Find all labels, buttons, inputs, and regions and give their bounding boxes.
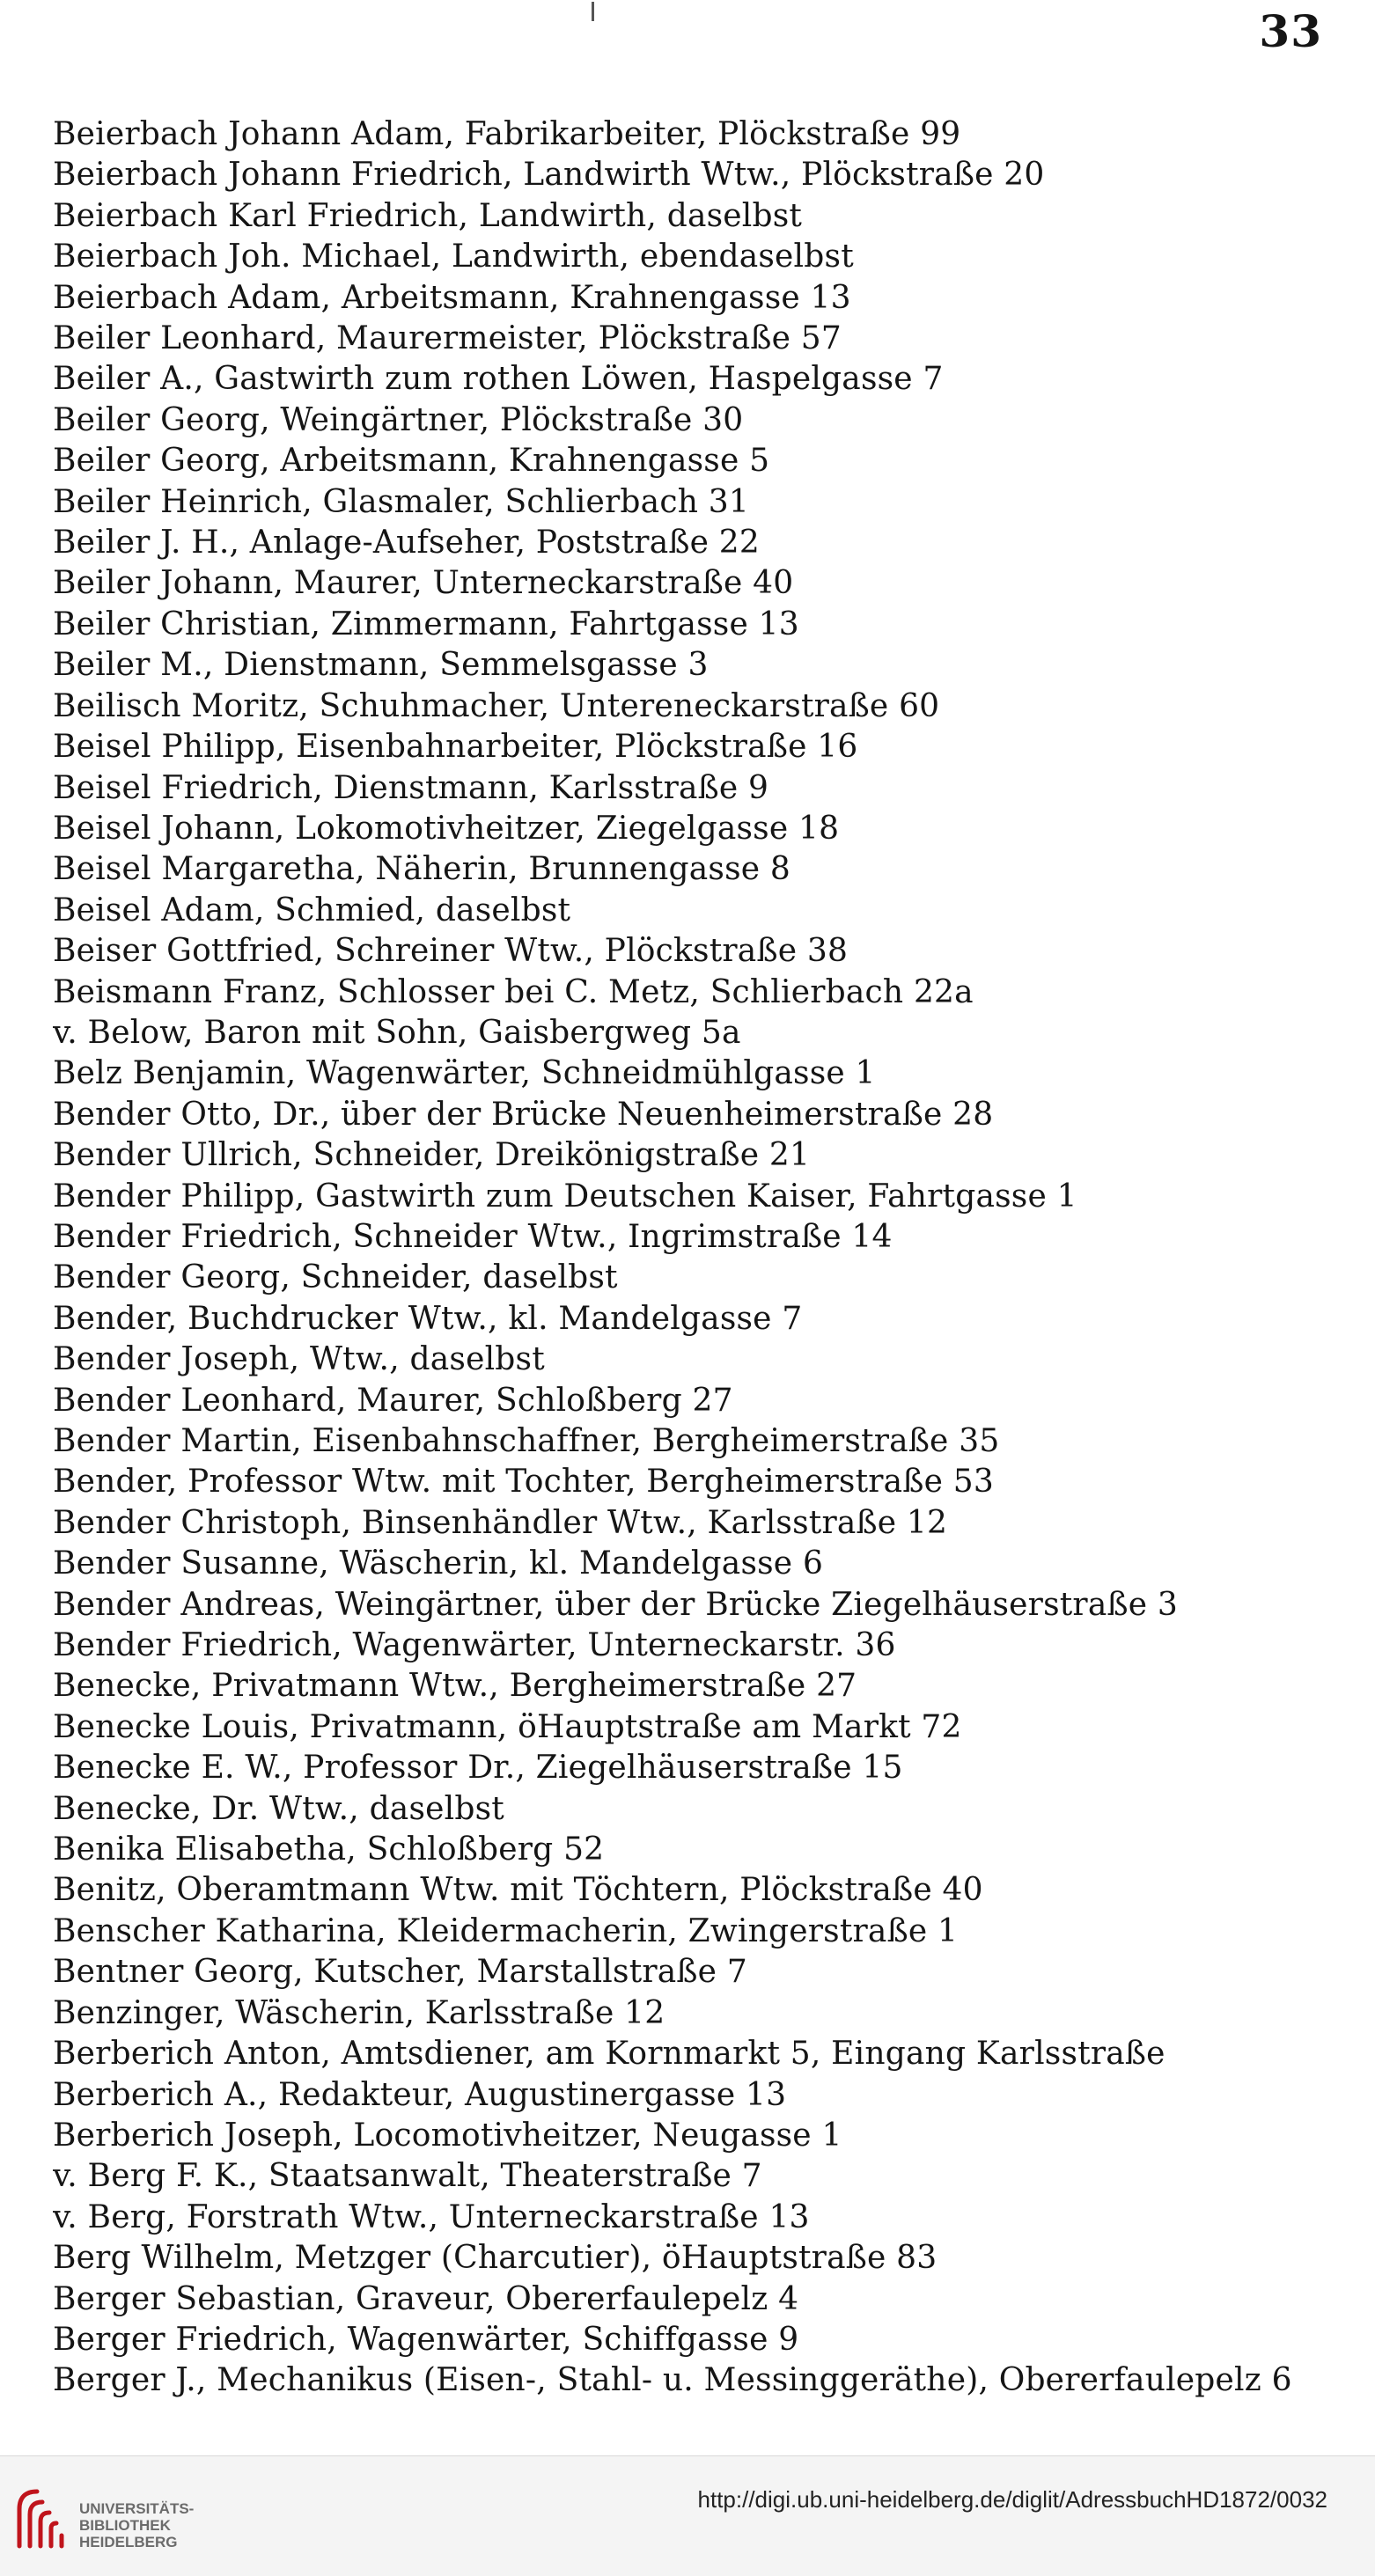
logo-line: HEIDELBERG (79, 2534, 178, 2550)
address-entry: Benecke Louis, Privatmann, öHauptstraße am Markt 72 (53, 1708, 962, 1745)
address-entry: Bender Martin, Eisenbahnschaffner, Bergheimerstraße 35 (53, 1423, 1000, 1459)
address-entry: Beierbach Adam, Arbeitsmann, Krahnengasse 13 (53, 279, 851, 316)
address-entry: Bender Leonhard, Maurer, Schloßberg 27 (53, 1382, 733, 1419)
address-entry: Beierbach Karl Friedrich, Landwirth, daselbst (53, 197, 803, 234)
address-entry: Beiler Georg, Arbeitsmann, Krahnengasse 5 (53, 443, 770, 480)
address-entry: Benitz, Oberamtmann Wtw. mit Töchtern, Plöckstraße 40 (53, 1872, 983, 1909)
address-entry: Beiler Johann, Maurer, Unterneckarstraße 40 (53, 565, 794, 602)
print-speck (592, 2, 594, 21)
address-entry: Berger Sebastian, Graveur, Obererfaulepelz 4 (53, 2280, 799, 2317)
address-entry: Berger J., Mechanikus (Eisen-, Stahl- u. Messinggeräthe), Obererfaulepelz 6 (53, 2362, 1292, 2399)
address-entry: Beiler J. H., Anlage-Aufseher, Poststraße 22 (53, 525, 760, 561)
address-entry: Berger Friedrich, Wagenwärter, Schiffgasse 9 (53, 2321, 799, 2358)
address-entry: Berg Wilhelm, Metzger (Charcutier), öHauptstraße 83 (53, 2240, 938, 2277)
address-entry: Bender, Buchdrucker Wtw., kl. Mandelgasse 7 (53, 1300, 803, 1337)
address-entry: Beiler A., Gastwirth zum rothen Löwen, Haspelgasse 7 (53, 361, 944, 398)
footer-bar (0, 2455, 1375, 2576)
source-url-link[interactable]: http://digi.ub.uni-heidelberg.de/diglit/AdressbuchHD1872/0032 (697, 2486, 1327, 2513)
address-entry-list (53, 114, 1338, 2402)
address-entry: Beisel Margaretha, Näherin, Brunnengasse 8 (53, 851, 791, 888)
address-entry: Beiler Georg, Weingärtner, Plöckstraße 30 (53, 401, 744, 438)
address-entry: Belz Benjamin, Wagenwärter, Schneidmühlgasse 1 (53, 1055, 876, 1092)
address-entry: Bender Georg, Schneider, daselbst (53, 1259, 618, 1296)
address-entry: Bender Christoph, Binsenhändler Wtw., Karlsstraße 12 (53, 1504, 948, 1541)
address-entry: Benscher Katharina, Kleidermacherin, Zwingerstraße 1 (53, 1912, 959, 1949)
address-entry: Bentner Georg, Kutscher, Marstallstraße 7 (53, 1954, 747, 1991)
address-entry: Beierbach Johann Adam, Fabrikarbeiter, Plöckstraße 99 (53, 116, 961, 152)
address-entry: Benecke E. W., Professor Dr., Ziegelhäuserstraße 15 (53, 1750, 903, 1787)
address-entry: Beiler Leonhard, Maurermeister, Plöckstraße 57 (53, 320, 842, 357)
address-entry: Beisel Friedrich, Dienstmann, Karlsstraße 9 (53, 769, 769, 806)
address-entry: v. Berg, Forstrath Wtw., Unterneckarstraße 13 (53, 2198, 810, 2235)
address-entry: Berberich A., Redakteur, Augustinergasse 13 (53, 2076, 787, 2113)
address-entry: Bender Susanne, Wäscherin, kl. Mandelgasse 6 (53, 1545, 824, 1582)
university-library-logo-icon (12, 2483, 74, 2553)
logo-line: BIBLIOTHEK (79, 2517, 171, 2534)
address-entry: Benecke, Dr. Wtw., daselbst (53, 1790, 504, 1827)
address-entry: Berberich Joseph, Locomotivheitzer, Neugasse 1 (53, 2117, 842, 2154)
address-entry: Bender Otto, Dr., über der Brücke Neuenheimerstraße 28 (53, 1096, 994, 1133)
address-entry: Benika Elisabetha, Schloßberg 52 (53, 1831, 605, 1868)
address-entry: Benzinger, Wäscherin, Karlsstraße 12 (53, 1994, 665, 2031)
address-entry: Bender Philipp, Gastwirth zum Deutschen Kaiser, Fahrtgasse 1 (53, 1178, 1077, 1215)
address-entry: Beiler Heinrich, Glasmaler, Schlierbach 31 (53, 483, 749, 520)
address-entry: Beisel Johann, Lokomotivheitzer, Ziegelgasse 18 (53, 810, 840, 847)
address-entry: Bender Ullrich, Schneider, Dreikönigstraße 21 (53, 1137, 811, 1174)
address-entry: Beilisch Moritz, Schuhmacher, Untereneckarstraße 60 (53, 687, 940, 724)
address-entry: v. Berg F. K., Staatsanwalt, Theaterstraße 7 (53, 2158, 762, 2195)
page-number: 33 (1259, 5, 1322, 57)
address-entry: Bender Friedrich, Wagenwärter, Unterneckarstr. 36 (53, 1627, 896, 1664)
address-entry: Bender Andreas, Weingärtner, über der Brücke Ziegelhäuserstraße 3 (53, 1586, 1178, 1623)
address-entry: v. Below, Baron mit Sohn, Gaisbergweg 5a (53, 1014, 741, 1051)
address-entry: Beisel Adam, Schmied, daselbst (53, 892, 571, 928)
address-entry: Beiser Gottfried, Schreiner Wtw., Plöckstraße 38 (53, 933, 849, 970)
logo-wordmark (79, 2500, 194, 2550)
logo-line: UNIVERSITÄTS- (79, 2500, 195, 2517)
address-entry: Beiler M., Dienstmann, Semmelsgasse 3 (53, 647, 709, 684)
address-entry: Beierbach Johann Friedrich, Landwirth Wtw., Plöckstraße 20 (53, 157, 1045, 194)
address-entry: Bender, Professor Wtw. mit Tochter, Bergheimerstraße 53 (53, 1464, 994, 1501)
address-entry: Berberich Anton, Amtsdiener, am Kornmarkt 5, Eingang Karlsstraße (53, 2036, 1165, 2073)
address-entry: Bender Joseph, Wtw., daselbst (53, 1341, 545, 1378)
address-entry: Beismann Franz, Schlosser bei C. Metz, Schlierbach 22a (53, 973, 974, 1010)
address-entry: Beierbach Joh. Michael, Landwirth, ebendaselbst (53, 239, 854, 275)
address-entry: Beisel Philipp, Eisenbahnarbeiter, Plöckstraße 16 (53, 729, 858, 766)
address-entry: Bender Friedrich, Schneider Wtw., Ingrimstraße 14 (53, 1218, 893, 1255)
address-entry: Benecke, Privatmann Wtw., Bergheimerstraße 27 (53, 1668, 857, 1705)
address-entry: Beiler Christian, Zimmermann, Fahrtgasse 13 (53, 605, 799, 642)
